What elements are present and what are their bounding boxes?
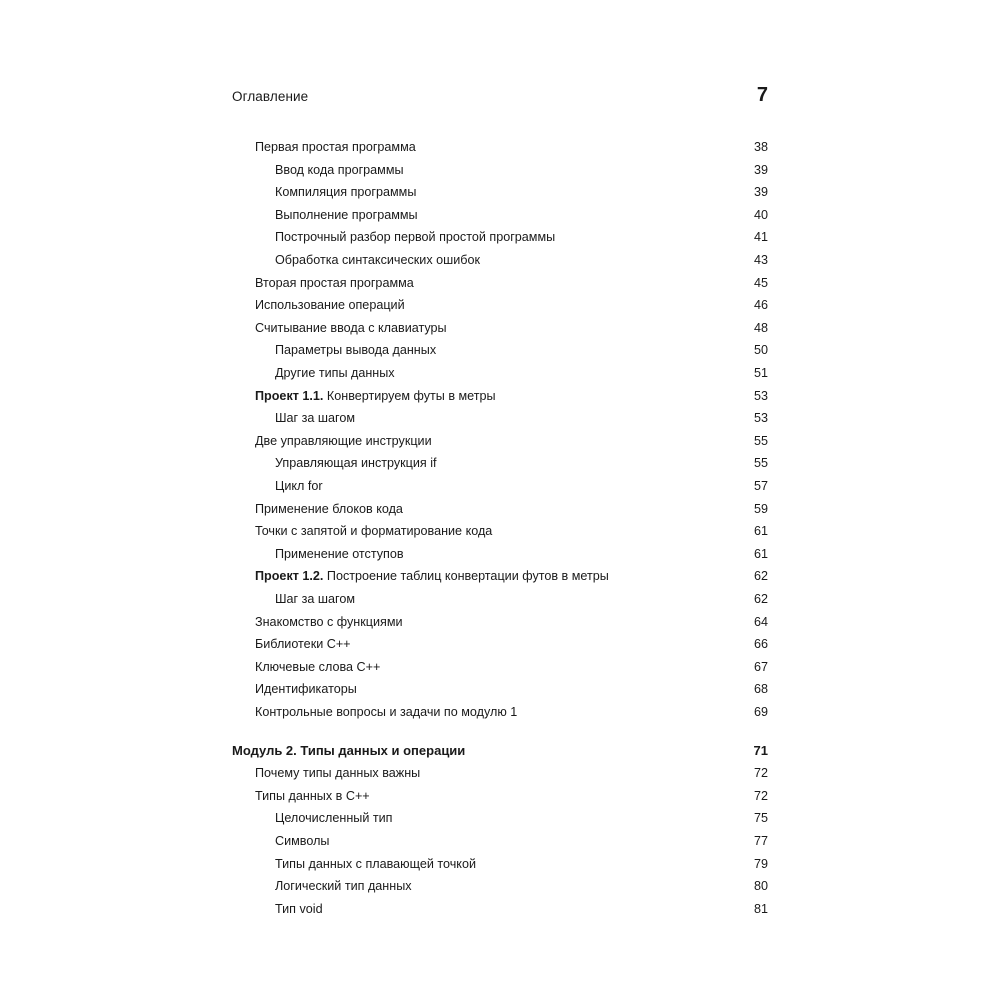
entry-title-text: Обработка синтаксических ошибок [275,253,480,267]
entry-title-text: Почему типы данных важны [255,766,421,781]
entry-title [232,741,465,761]
entry-project-label: Проект 1.2. [255,569,324,584]
toc-entry [255,521,768,541]
dot-leader [442,340,746,360]
entry-title-text: Применение отступов [275,546,404,561]
entry-title-text: Цикл for [275,479,323,493]
toc-entry [255,295,768,315]
entry-title-text: Шаг за шагом [275,411,356,426]
entry-title [275,476,323,496]
toc-entry [275,340,768,360]
entry-title [275,363,395,383]
dot-leader [376,786,746,806]
entry-title [275,408,355,428]
entry-title [275,808,392,828]
entry-page-number: 61 [753,546,768,561]
dot-leader [361,408,746,428]
dot-leader [398,808,746,828]
dot-leader [411,295,746,315]
dot-leader [502,386,746,406]
entry-page-number: 72 [753,766,768,781]
dot-leader [422,137,746,157]
entry-title [255,137,416,157]
entry-project-label: Проект 1.1. [255,388,324,403]
entry-title-text: Построчный разбор первой простой программы [275,230,556,245]
toc-entry [255,786,768,806]
entry-title-text: Ключевые слова С++ [255,659,381,674]
entry-title-text: Точки с запятой и форматирование кода [255,524,493,539]
entry-title [275,227,555,247]
entry-title-text: Ввод кода программы [275,162,404,177]
dot-leader [409,612,746,632]
entry-title [275,876,412,896]
toc-module-heading [232,741,768,761]
entry-title-text: Компиляция программы [275,185,417,200]
entry-page-number: 72 [753,788,768,803]
entry-title [255,612,403,632]
toc-entry [255,499,768,519]
entry-page-number: 77 [753,834,768,848]
entry-title-text: Вторая простая программа [255,275,414,290]
entry-title [275,899,323,919]
dot-leader [498,521,746,541]
entry-title-text: Модуль 2. Типы данных и операции [232,742,466,758]
toc-entry [275,453,768,473]
entry-title-text: Использование операций [255,298,405,313]
entry-page-number: 75 [753,811,768,826]
entry-page-number: 40 [753,207,768,222]
entry-title [275,854,476,874]
entry-title [255,431,432,451]
toc-entry [255,679,768,699]
entry-page-number: 80 [753,879,768,894]
toc-entry [275,363,768,383]
page-number: 7 [756,84,768,106]
toc-entry [275,808,768,828]
toc-entry [255,386,768,406]
entry-page-number: 46 [753,298,768,313]
entry-page-number: 39 [753,185,768,200]
entry-title-text: Символы [275,834,330,848]
entry-title-text: Другие типы данных [275,366,395,380]
entry-title-text: Конвертируем футы в метры [326,388,496,403]
dot-leader [422,182,746,202]
entry-title-text: Контрольные вопросы и задачи по модулю 1 [255,705,518,719]
entry-page-number: 62 [753,592,768,606]
entry-page-number: 57 [753,479,768,493]
dot-leader [363,679,746,699]
entry-title [275,250,480,270]
entry-page-number: 38 [753,140,768,154]
entry-title-text: Шаг за шагом [275,592,356,606]
dot-leader [453,318,746,338]
entry-page-number: 59 [753,501,768,516]
toc-entry [275,250,768,270]
toc-entry [255,763,768,783]
toc-entry [275,544,768,564]
entry-title-text: Считывание ввода с клавиатуры [255,320,447,335]
entry-title-text: Параметры вывода данных [275,343,437,358]
dot-leader [361,589,746,609]
entry-page-number: 39 [753,162,768,177]
toc-entry [255,657,768,677]
toc-entry [275,476,768,496]
entry-page-number: 69 [753,705,768,719]
toc-entry [275,408,768,428]
toc-entry [275,854,768,874]
running-title: Оглавление [232,89,309,104]
entry-title [255,786,370,806]
dot-leader [329,476,746,496]
entry-page-number: 61 [753,524,768,539]
dot-leader [410,160,746,180]
dot-leader [482,854,746,874]
dot-leader [329,899,746,919]
dot-leader [418,876,746,896]
entry-page-number: 79 [753,856,768,871]
dot-leader [357,634,746,654]
entry-title-text: Типы данных с плавающей точкой [275,856,476,871]
toc-entry [275,160,768,180]
entry-title [255,702,517,722]
dot-leader [424,205,746,225]
entry-title-text: Две управляющие инструкции [255,433,432,448]
toc-entry [255,702,768,722]
entry-title [255,318,447,338]
entry-title-text: Типы данных в С++ [255,788,370,803]
toc-entry [275,227,768,247]
entry-title [255,521,492,541]
dot-leader [386,657,746,677]
entry-title [255,499,403,519]
dot-leader [471,741,746,761]
entry-page-number: 55 [753,433,768,448]
toc-entry [255,318,768,338]
entry-title [275,205,418,225]
entry-title [255,386,496,406]
dot-leader [420,273,746,293]
entry-title [275,340,436,360]
entry-page-number: 68 [753,682,768,697]
toc-entry [255,273,768,293]
entry-title [275,160,404,180]
entry-title-text: Целочисленный тип [275,811,393,826]
entry-title [255,273,414,293]
entry-title [255,657,380,677]
entry-title [255,634,351,654]
entry-title-text: Применение блоков кода [255,501,403,516]
dot-leader [426,763,746,783]
dot-leader [410,544,746,564]
entry-title-text: Управляющая инструкция if [275,456,437,471]
entry-title-text: Тип void [275,901,323,916]
dot-leader [561,227,746,247]
dot-leader [523,702,746,722]
dot-leader [486,250,746,270]
entry-page-number: 66 [753,637,768,652]
entry-page-number: 43 [753,253,768,267]
entry-page-number: 41 [753,230,768,245]
entry-title-text: Выполнение программы [275,207,418,222]
entry-page-number: 48 [753,320,768,335]
dot-leader [443,453,746,473]
entry-title [275,544,404,564]
dot-leader [409,499,746,519]
entry-title-text: Идентификаторы [255,682,357,697]
toc-entry [275,831,768,851]
toc-entry [275,589,768,609]
entry-title [275,453,437,473]
toc-entry [255,137,768,157]
entry-page-number: 71 [753,742,768,758]
toc-entry [255,566,768,586]
entry-page-number: 64 [753,614,768,629]
entry-page-number: 45 [753,275,768,290]
entry-page-number: 55 [753,456,768,471]
entry-title [255,679,357,699]
entry-title-text: Логический тип данных [275,879,412,894]
toc-entry [275,899,768,919]
entry-title [255,763,420,783]
entry-title [275,182,416,202]
entry-title [275,589,355,609]
entry-page-number: 62 [753,569,768,584]
entry-title-text: Первая простая программа [255,140,416,154]
toc-entry [255,612,768,632]
entry-page-number: 50 [753,343,768,358]
dot-leader [335,831,746,851]
toc-entry [275,876,768,896]
entry-page-number: 51 [753,366,768,380]
entry-page-number: 53 [753,411,768,426]
toc-entry [255,431,768,451]
entry-title [255,295,405,315]
entry-title-text: Построение таблиц конвертации футов в метры [326,569,609,584]
toc-entry [275,205,768,225]
entry-title-text: Знакомство с функциями [255,614,403,629]
entry-page-number: 81 [753,901,768,916]
entry-title [275,831,329,851]
entry-page-number: 53 [753,388,768,403]
toc-entry [255,634,768,654]
dot-leader [438,431,746,451]
entry-title [255,566,609,586]
dot-leader [615,566,746,586]
entry-title-text: Библиотеки С++ [255,637,351,652]
dot-leader [401,363,746,383]
entry-page-number: 67 [753,659,768,674]
toc-entry [275,182,768,202]
